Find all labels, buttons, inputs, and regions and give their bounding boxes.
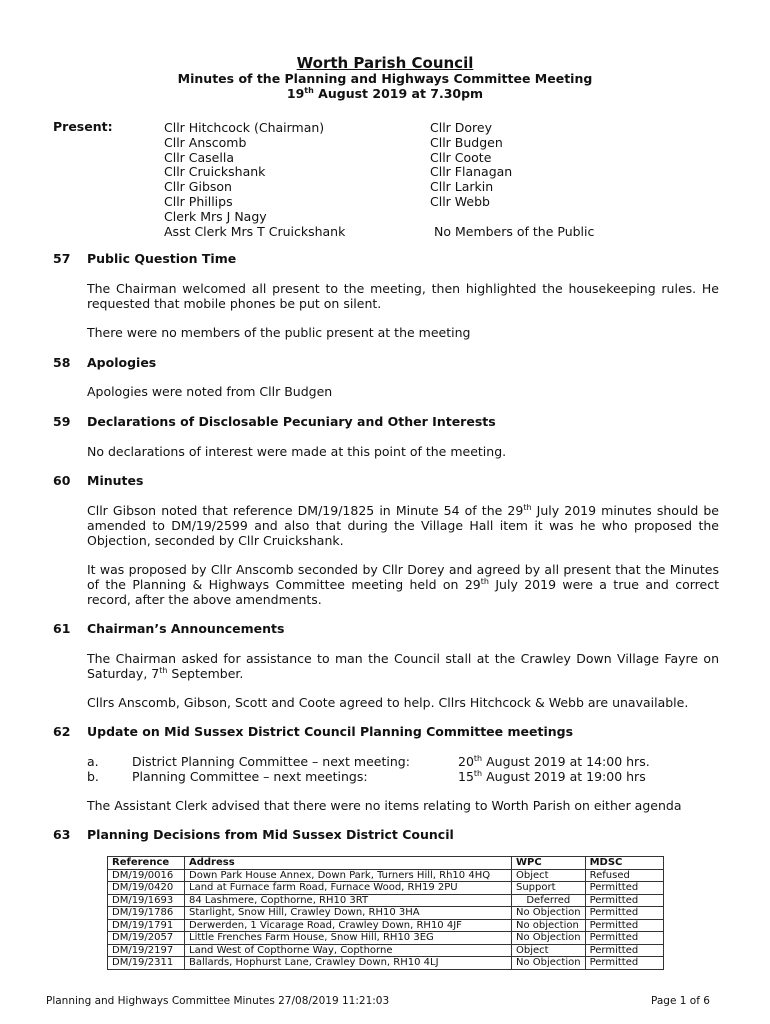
cell-address: Land West of Copthorne Way, Copthorne bbox=[185, 944, 512, 957]
cell-reference: DM/19/2311 bbox=[108, 957, 185, 970]
cell-mdsc: Permitted bbox=[585, 882, 663, 895]
cell-address: Ballards, Hophurst Lane, Crawley Down, RH10 4LJ bbox=[185, 957, 512, 970]
item-59-paragraph-1: No declarations of interest were made at this point of the meeting. bbox=[87, 444, 507, 459]
header-address: Address bbox=[185, 857, 512, 870]
table-row bbox=[108, 932, 664, 945]
meeting-subtitle: Minutes of the Planning and Highways Committee Meeting bbox=[177, 71, 593, 86]
item-62-row-a-label: District Planning Committee – next meeting: bbox=[132, 754, 410, 769]
table-row bbox=[108, 894, 664, 907]
present-col1-8: Asst Clerk Mrs T Cruickshank bbox=[164, 224, 346, 239]
item-61-heading: Chairman’s Announcements bbox=[87, 621, 285, 636]
footer-document-info: Planning and Highways Committee Minutes 27/08/2019 11:21:03 bbox=[46, 995, 390, 1007]
present-col1-1: Cllr Hitchcock (Chairman) bbox=[164, 120, 325, 135]
cell-mdsc: Permitted bbox=[585, 919, 663, 932]
planning-decisions-table bbox=[107, 856, 664, 970]
cell-wpc: No Objection bbox=[512, 907, 586, 920]
item-58-number: 58 bbox=[53, 355, 71, 370]
cell-reference: DM/19/2057 bbox=[108, 932, 185, 945]
item-62-row-a-date: 20th August 2019 at 14:00 hrs. bbox=[458, 754, 650, 769]
present-public: No Members of the Public bbox=[434, 224, 595, 239]
cell-address: 84 Lashmere, Copthorne, RH10 3RT bbox=[185, 894, 512, 907]
cell-reference: DM/19/1693 bbox=[108, 894, 185, 907]
cell-mdsc: Permitted bbox=[585, 907, 663, 920]
item-62-number: 62 bbox=[53, 724, 71, 739]
cell-reference: DM/19/0420 bbox=[108, 882, 185, 895]
cell-address: Land at Furnace farm Road, Furnace Wood, RH19 2PU bbox=[185, 882, 512, 895]
item-58-paragraph-1: Apologies were noted from Cllr Budgen bbox=[87, 384, 333, 399]
present-col2-1: Cllr Dorey bbox=[430, 120, 493, 135]
cell-wpc: No Objection bbox=[512, 932, 586, 945]
present-col1-6: Cllr Phillips bbox=[164, 194, 233, 209]
cell-mdsc: Permitted bbox=[585, 894, 663, 907]
item-63-number: 63 bbox=[53, 827, 71, 842]
cell-address: Derwerden, 1 Vicarage Road, Crawley Down, RH10 4JF bbox=[185, 919, 512, 932]
table-row bbox=[108, 869, 664, 882]
cell-wpc: Support bbox=[512, 882, 586, 895]
cell-reference: DM/19/2197 bbox=[108, 944, 185, 957]
present-col2-6: Cllr Webb bbox=[430, 194, 490, 209]
cell-address: Little Frenches Farm House, Snow Hill, RH10 3EG bbox=[185, 932, 512, 945]
footer-page-number: Page 1 of 6 bbox=[651, 995, 710, 1007]
present-col2-4: Cllr Flanagan bbox=[430, 164, 513, 179]
cell-wpc: No objection bbox=[512, 919, 586, 932]
present-col1-7: Clerk Mrs J Nagy bbox=[164, 209, 267, 224]
present-col1-5: Cllr Gibson bbox=[164, 179, 232, 194]
item-62-row-b-label: Planning Committee – next meetings: bbox=[132, 769, 368, 784]
cell-reference: DM/19/1786 bbox=[108, 907, 185, 920]
item-63-heading: Planning Decisions from Mid Sussex District Council bbox=[87, 827, 454, 842]
header-reference: Reference bbox=[108, 857, 185, 870]
item-60-paragraph-2: It was proposed by Cllr Anscomb seconded by Cllr Dorey and agreed by all present that the Minutes of the Planning & Highways Committee meeting held on 29th July 2019 were a true and correct record, after the above amendments. bbox=[87, 562, 719, 607]
cell-wpc: Object bbox=[512, 944, 586, 957]
cell-wpc: Object bbox=[512, 869, 586, 882]
present-col1-3: Cllr Casella bbox=[164, 150, 234, 165]
item-57-paragraph-2: There were no members of the public present at the meeting bbox=[87, 325, 471, 340]
meeting-date: 19th August 2019 at 7.30pm bbox=[286, 86, 484, 101]
item-62-row-b-letter: b. bbox=[87, 769, 99, 784]
item-62-row-b-date: 15th August 2019 at 19:00 hrs bbox=[458, 769, 646, 784]
item-62-paragraph-1: The Assistant Clerk advised that there were no items relating to Worth Parish on either agenda bbox=[87, 798, 682, 813]
item-60-paragraph-1: Cllr Gibson noted that reference DM/19/1825 in Minute 54 of the 29th July 2019 minutes should be amended to DM/19/2599 and also that during the Village Hall item it was he who proposed the Objection, seconded by Cllr Cruickshank. bbox=[87, 503, 719, 548]
header-mdsc: MDSC bbox=[585, 857, 663, 870]
item-59-number: 59 bbox=[53, 414, 71, 429]
present-col1-4: Cllr Cruickshank bbox=[164, 164, 266, 179]
cell-mdsc: Refused bbox=[585, 869, 663, 882]
item-57-heading: Public Question Time bbox=[87, 251, 237, 266]
item-58-heading: Apologies bbox=[87, 355, 157, 370]
table-row bbox=[108, 944, 664, 957]
item-57-number: 57 bbox=[53, 251, 71, 266]
cell-mdsc: Permitted bbox=[585, 944, 663, 957]
item-60-number: 60 bbox=[53, 473, 71, 488]
item-61-paragraph-1: The Chairman asked for assistance to man the Council stall at the Crawley Down Village Fayre on Saturday, 7th September. bbox=[87, 651, 719, 681]
table-row bbox=[108, 882, 664, 895]
cell-reference: DM/19/1791 bbox=[108, 919, 185, 932]
item-61-paragraph-2: Cllrs Anscomb, Gibson, Scott and Coote agreed to help. Cllrs Hitchcock & Webb are unavailable. bbox=[87, 695, 689, 710]
cell-mdsc: Permitted bbox=[585, 932, 663, 945]
cell-reference: DM/19/0016 bbox=[108, 869, 185, 882]
present-label: Present: bbox=[53, 119, 113, 134]
table-row bbox=[108, 957, 664, 970]
item-62-row-a-letter: a. bbox=[87, 754, 99, 769]
cell-address: Starlight, Snow Hill, Crawley Down, RH10 3HA bbox=[185, 907, 512, 920]
item-57-paragraph-1: The Chairman welcomed all present to the meeting, then highlighted the housekeeping rules. He requested that mobile phones be put on silent. bbox=[87, 281, 719, 311]
cell-address: Down Park House Annex, Down Park, Turners Hill, Rh10 4HQ bbox=[185, 869, 512, 882]
item-60-heading: Minutes bbox=[87, 473, 144, 488]
item-59-heading: Declarations of Disclosable Pecuniary and Other Interests bbox=[87, 414, 496, 429]
cell-wpc: Deferred bbox=[512, 894, 586, 907]
present-col1-2: Cllr Anscomb bbox=[164, 135, 247, 150]
cell-mdsc: Permitted bbox=[585, 957, 663, 970]
present-col2-3: Cllr Coote bbox=[430, 150, 492, 165]
present-col2-5: Cllr Larkin bbox=[430, 179, 494, 194]
table-row bbox=[108, 907, 664, 920]
council-title: Worth Parish Council bbox=[296, 54, 474, 72]
cell-wpc: No Objection bbox=[512, 957, 586, 970]
table-header-row bbox=[108, 857, 664, 870]
present-col2-2: Cllr Budgen bbox=[430, 135, 503, 150]
table-row bbox=[108, 919, 664, 932]
item-61-number: 61 bbox=[53, 621, 71, 636]
item-62-heading: Update on Mid Sussex District Council Planning Committee meetings bbox=[87, 724, 574, 739]
header-wpc: WPC bbox=[512, 857, 586, 870]
